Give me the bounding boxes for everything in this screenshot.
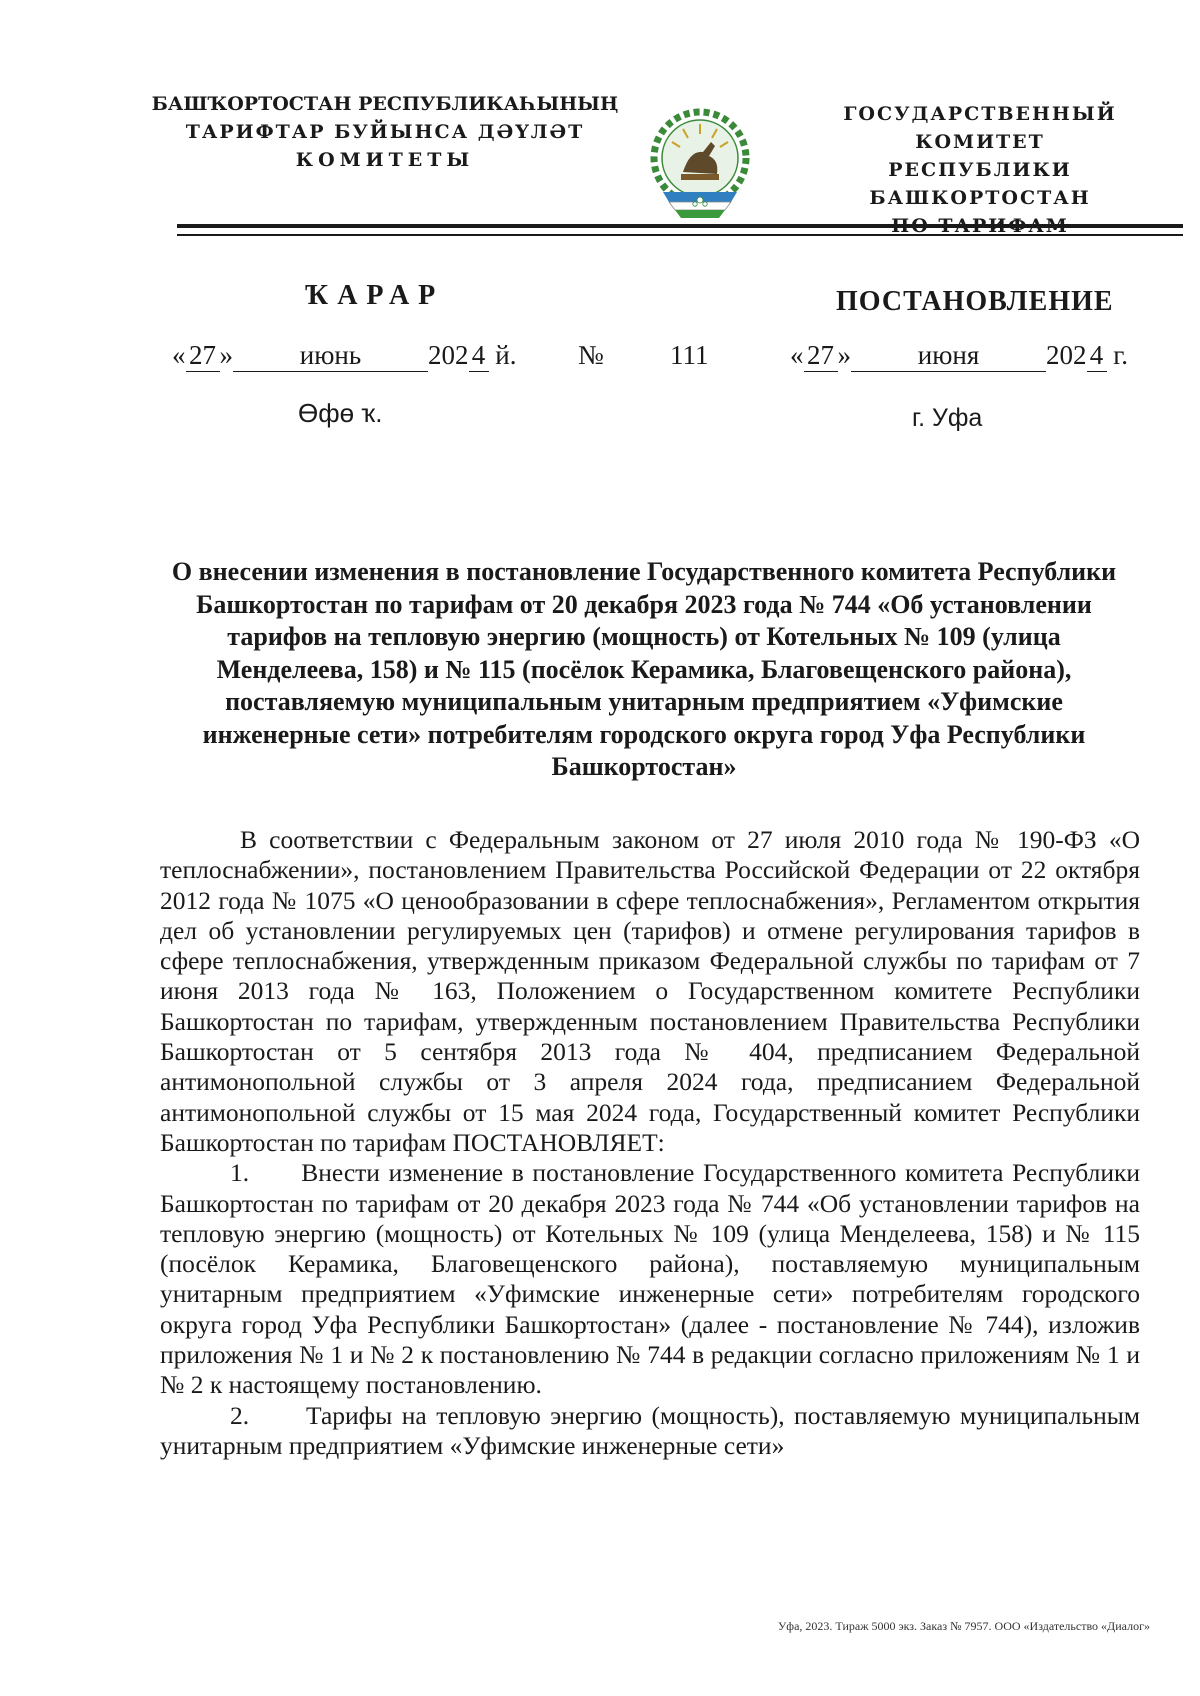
- date-right-day: 27: [804, 340, 838, 372]
- header-left-org: [150, 90, 620, 174]
- document-body: [160, 825, 1140, 1461]
- date-right-year-digit: 4: [1087, 340, 1107, 372]
- item-2-number: 2.: [230, 1400, 250, 1430]
- item-2-text: Тарифы на тепловую энергию (мощность), поставляемую муниципальным унитарным предприятием «Уфимские инженерные сети»: [160, 1400, 1140, 1460]
- date-right-month: июня: [851, 340, 1046, 372]
- item-2: [160, 1401, 1140, 1462]
- date-right: « 27 » июня 202 4 г.: [790, 340, 1129, 370]
- number-sign: №: [578, 340, 604, 370]
- item-1-number: 1.: [230, 1158, 250, 1188]
- bashkortostan-emblem-icon: [645, 100, 755, 225]
- header-divider-thick: [177, 224, 1183, 228]
- header-left-line-2: ТАРИФТАР БУЙЫНСА ДӘҮЛӘТ: [185, 121, 585, 143]
- header-right-line-2: РЕСПУБЛИКИ БАШКОРТОСТАН: [869, 159, 1091, 209]
- document-number: 111: [670, 340, 709, 370]
- date-left: « 27 » июнь 202 4 й.: [172, 340, 517, 370]
- item-1-text: Внести изменение в постановление Государственного комитета Республики Башкортостан по тарифам от 20 декабря 2023 года № 744 «Об установлении тарифов на тепловую энергию (мощность) от Котельных № 109 (улица Менделеева, 158) и № 115 (посёлок Керамика, Благовещенского района), поставляемую муниципальным унитарным предприятием «Уфимские инженерные сети» потребителям городского округа город Уфа Республики Башкортостан» (далее - постановление № 744), изложив приложения № 1 и № 2 к постановлению № 744 в редакции согласно приложениям № 1 и № 2 к настоящему постановлению.: [160, 1158, 1141, 1400]
- date-left-day: 27: [186, 340, 220, 372]
- city-russian: г. Уфа: [912, 404, 983, 432]
- header-right-line-1: ГОСУДАРСТВЕННЫЙ КОМИТЕТ: [843, 103, 1117, 153]
- header-left-line-3: КОМИТЕТЫ: [295, 149, 475, 171]
- doc-type-russian: ПОСТАНОВЛЕНИЕ: [836, 286, 1114, 317]
- preamble-paragraph: В соответствии с Федеральным законом от 27 июля 2010 года № 190-ФЗ «О теплоснабжении», постановлением Правительства Российской Федерации от 22 октября 2012 года № 1075 «О ценообразовании в сфере теплоснабжения», Регламентом открытия дел об установлении регулируемых цен (тарифов) и отмене регулирования тарифов в сфере теплоснабжения, утвержденным приказом Федеральной службы по тарифам от 7 июня 2013 года № 163, Положением о Государственном комитете Республики Башкортостан по тарифам, утвержденным постановлением Правительства Республики Башкортостан от 5 сентября 2013 года № 404, предписанием Федеральной антимонопольной службы от 3 апреля 2024 года, предписанием Федеральной антимонопольной службы от 15 мая 2024 года, Государственный комитет Республики Башкортостан по тарифам ПОСТАНОВЛЯЕТ:: [160, 825, 1140, 1157]
- item-1: [160, 1158, 1140, 1400]
- print-footer: Уфа, 2023. Тираж 5000 экз. Заказ № 7957. ООО «Издательство «Диалог»: [777, 1619, 1150, 1633]
- doc-type-bashkir: ҠАРАР: [305, 280, 445, 311]
- city-bashkir: Өфө ҡ.: [298, 398, 383, 428]
- document-title: О внесении изменения в постановление Государственного комитета Республики Башкортостан по тарифам от 20 декабря 2023 года № 744 «Об установлении тарифов на тепловую энергию (мощность) от Котельных № 109 (улица Менделеева, 158) и № 115 (посёлок Керамика, Благовещенского района), поставляемую муниципальным унитарным предприятием «Уфимские инженерные сети» потребителям городского округа город Уфа Республики Башкортостан»: [171, 557, 1117, 781]
- date-left-year-digit: 4: [469, 340, 489, 372]
- date-left-month: июнь: [233, 340, 428, 372]
- header-right-org: [775, 100, 1185, 240]
- header-left-line-1: БАШҠОРТОСТАН РЕСПУБЛИКАҺЫНЫҢ: [151, 93, 619, 115]
- header-divider-thin: [177, 234, 1183, 236]
